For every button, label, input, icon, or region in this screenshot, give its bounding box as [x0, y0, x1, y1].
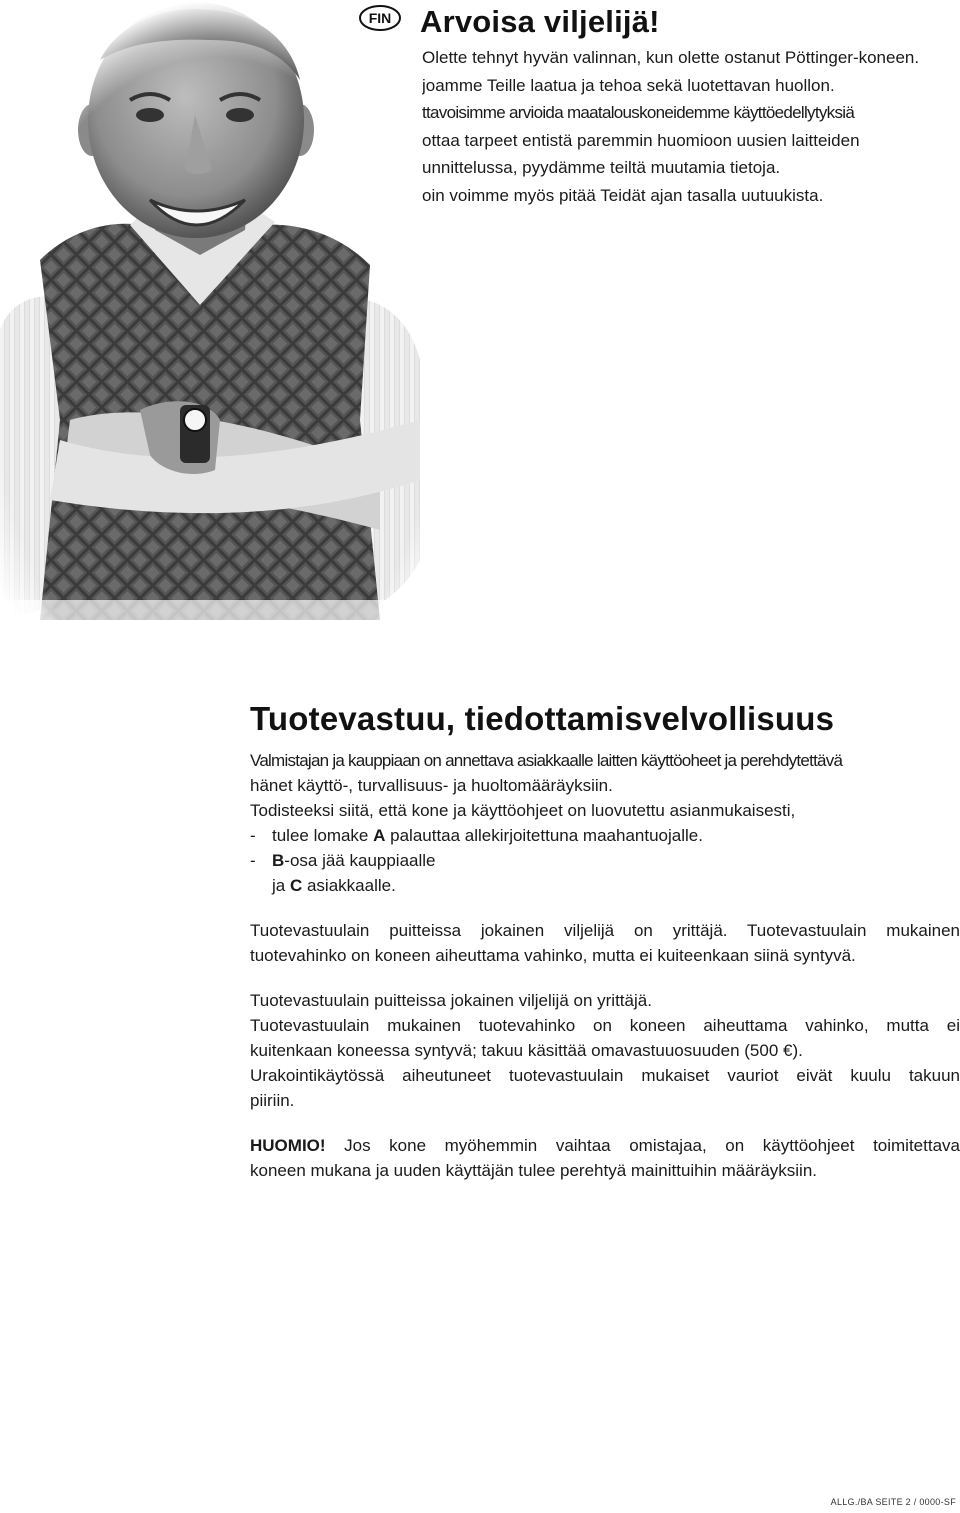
paragraph-line: koneen mukana ja uuden käyttäjän tulee perehtyä mainittuihin määräyksiin.: [250, 1161, 818, 1180]
note-text: Jos kone myöhemmin vaihtaa omistajaa, on käyttöohjeet toimitettava: [325, 1136, 960, 1155]
list-text: tulee lomake: [272, 826, 374, 845]
list-text: asiakkaalle.: [302, 876, 396, 895]
language-badge: [358, 4, 402, 32]
list-item-form-b: [250, 848, 960, 873]
paragraph-note: [250, 1133, 960, 1183]
list-text: -osa jää kauppiaalle: [284, 851, 436, 870]
paragraph-line: Tuotevastuulain mukainen tuotevahinko on koneen aiheuttama vahinko, mutta ei: [250, 1016, 960, 1035]
page-footer: ALLG./BA SEITE 2 / 0000-SF: [830, 1497, 956, 1507]
paragraph-liability-law: [250, 918, 960, 968]
paragraph-line: kuitenkaan koneessa syntyvä; takuu käsittää omavastuuosuuden (500 €).: [250, 1041, 803, 1060]
intro-line: oin voimme myös pitää Teidät ajan tasalla uutuukista.: [422, 185, 824, 205]
intro-line: ottaa tarpeet entistä paremmin huomioon uusien laitteiden: [422, 130, 860, 150]
language-code: FIN: [368, 10, 392, 26]
paragraph-line: hänet käyttö-, turvallisuus- ja huoltomääräyksiin.: [250, 776, 613, 795]
list-text: palauttaa allekirjoitettuna maahantuojalle.: [385, 826, 703, 845]
list-item-form-c: [250, 873, 960, 898]
product-liability-section: [250, 700, 960, 1183]
intro-title: Arvoisa viljelijä!: [420, 4, 660, 39]
list-dash: -: [250, 826, 256, 845]
paragraph-line: Urakointikäytössä aiheutuneet tuotevastuulain mukaiset vauriot eivät kuulu takuun: [250, 1066, 960, 1085]
intro-text: [422, 44, 960, 209]
list-text: ja: [272, 876, 290, 895]
farmer-photo: [0, 0, 430, 640]
paragraph-line: Todisteeksi siitä, että kone ja käyttöohjeet on luovutettu asianmukaisesti,: [250, 801, 796, 820]
note-label: HUOMIO!: [250, 1136, 326, 1155]
form-letter: A: [373, 826, 386, 845]
paragraph-line: Tuotevastuulain puitteissa jokainen viljelijä on yrittäjä.: [250, 991, 652, 1010]
intro-line: joamme Teille laatua ja tehoa sekä luotettavan huollon.: [422, 75, 835, 95]
list-dash: -: [250, 851, 256, 870]
section-title: Tuotevastuu, tiedottamisvelvollisuus: [250, 700, 835, 737]
paragraph-line: tuotevahinko on koneen aiheuttama vahinko, mutta ei kuiteenkaan siinä syntyvä.: [250, 946, 856, 965]
intro-line: Olette tehnyt hyvän valinnan, kun olette ostanut Pöttinger-koneen.: [422, 48, 920, 67]
paragraph-line: piiriin.: [250, 1091, 295, 1110]
intro-line: unnittelussa, pyydämme teiltä muutamia tietoja.: [422, 158, 781, 177]
paragraph-responsibility: [250, 748, 960, 898]
paragraph-line: Valmistajan ja kauppiaan on annettava asiakkaalle laitten käyttöoheet ja perehdytettävä: [250, 751, 843, 770]
paragraph-warranty: [250, 988, 960, 1113]
paragraph-line: Tuotevastuulain puitteissa jokainen viljelijä on yrittäjä. Tuotevastuulain mukainen: [250, 921, 960, 940]
intro-line: ttavoisimme arvioida maatalouskoneidemme käyttöedellytyksiä: [422, 103, 855, 122]
list-item-form-a: [250, 823, 960, 848]
form-letter: B: [272, 851, 285, 870]
form-letter: C: [289, 876, 303, 895]
paragraph-line: [250, 1133, 960, 1158]
